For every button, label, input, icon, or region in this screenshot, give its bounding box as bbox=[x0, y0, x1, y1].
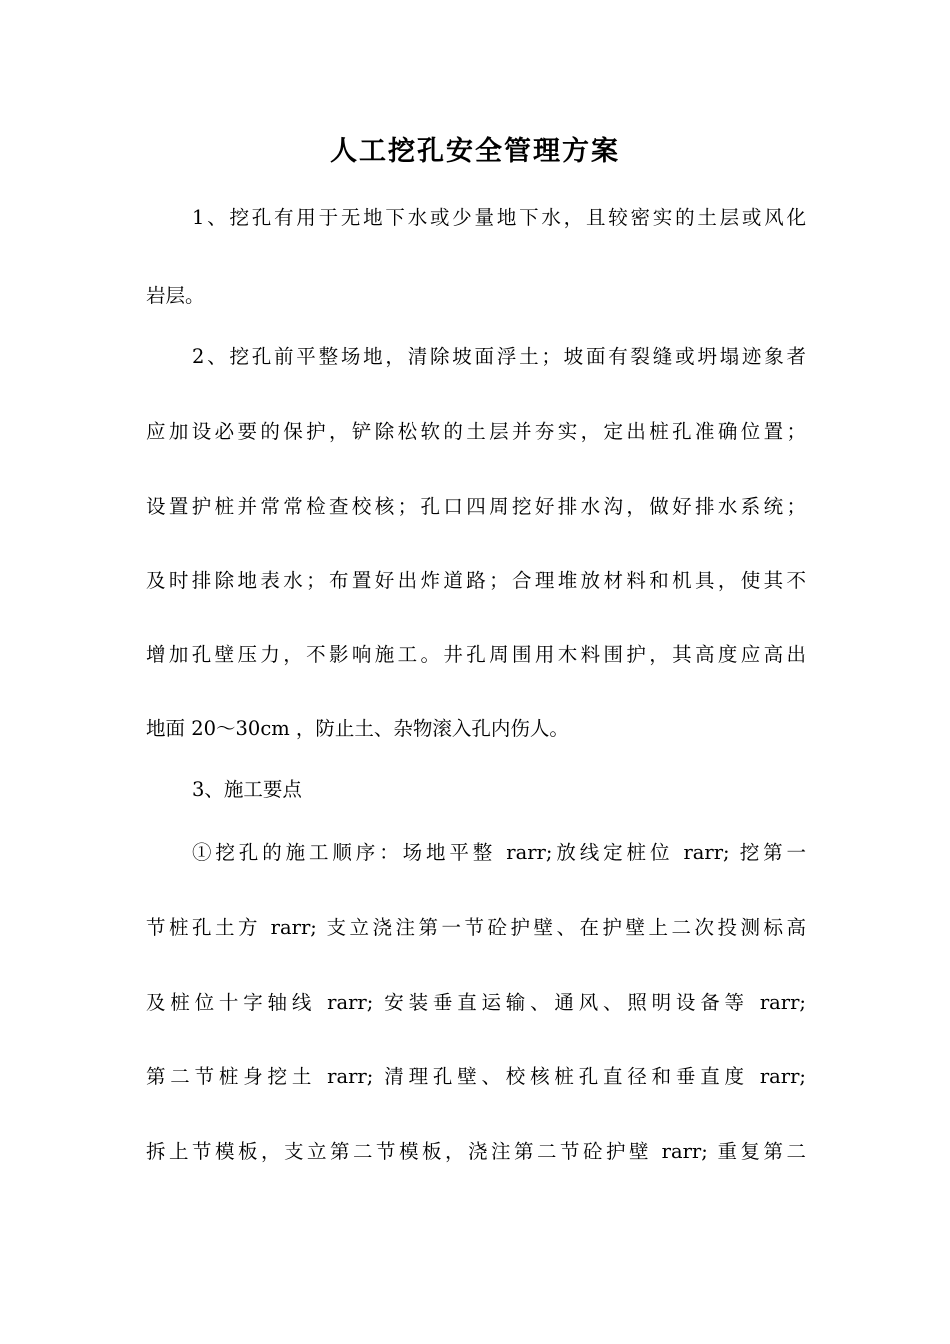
section-heading: 3、施工要点 bbox=[192, 778, 302, 801]
paragraph-line: 及桩位十字轴线 rarr; 安装垂直运输、通风、照明设备等 rarr; bbox=[146, 991, 806, 1014]
paragraph-line: ①挖孔的施工顺序：场地平整 rarr;放线定桩位 rarr; 挖第一 bbox=[192, 841, 806, 864]
paragraph-line: 设置护桩并常常检查校核；孔口四周挖好排水沟，做好排水系统； bbox=[146, 495, 806, 518]
paragraph-line: 增加孔壁压力，不影响施工。井孔周围用木料围护，其高度应高出 bbox=[146, 643, 806, 666]
document-title: 人工挖孔安全管理方案 bbox=[330, 136, 620, 167]
paragraph-line: 第二节桩身挖土 rarr; 清理孔壁、校核桩孔直径和垂直度 rarr; bbox=[146, 1065, 806, 1088]
paragraph-line: 节桩孔土方 rarr; 支立浇注第一节砼护壁、在护壁上二次投测标高 bbox=[146, 916, 806, 939]
paragraph-line: 1、挖孔有用于无地下水或少量地下水，且较密实的土层或风化 bbox=[192, 206, 806, 229]
paragraph-line: 及时排除地表水；布置好出炸道路；合理堆放材料和机具，使其不 bbox=[146, 569, 806, 592]
paragraph-line: 2、挖孔前平整场地，清除坡面浮土；坡面有裂缝或坍塌迹象者 bbox=[192, 345, 806, 368]
paragraph-line: 拆上节模板，支立第二节模板，浇注第二节砼护壁 rarr; 重复第二 bbox=[146, 1140, 806, 1163]
paragraph-line: 地面 20～30cm ，防止土、杂物滚入孔内伤人。 bbox=[146, 717, 569, 740]
paragraph-line: 应加设必要的保护，铲除松软的土层并夯实，定出桩孔准确位置； bbox=[146, 420, 806, 443]
paragraph-line: 岩层。 bbox=[146, 284, 205, 307]
